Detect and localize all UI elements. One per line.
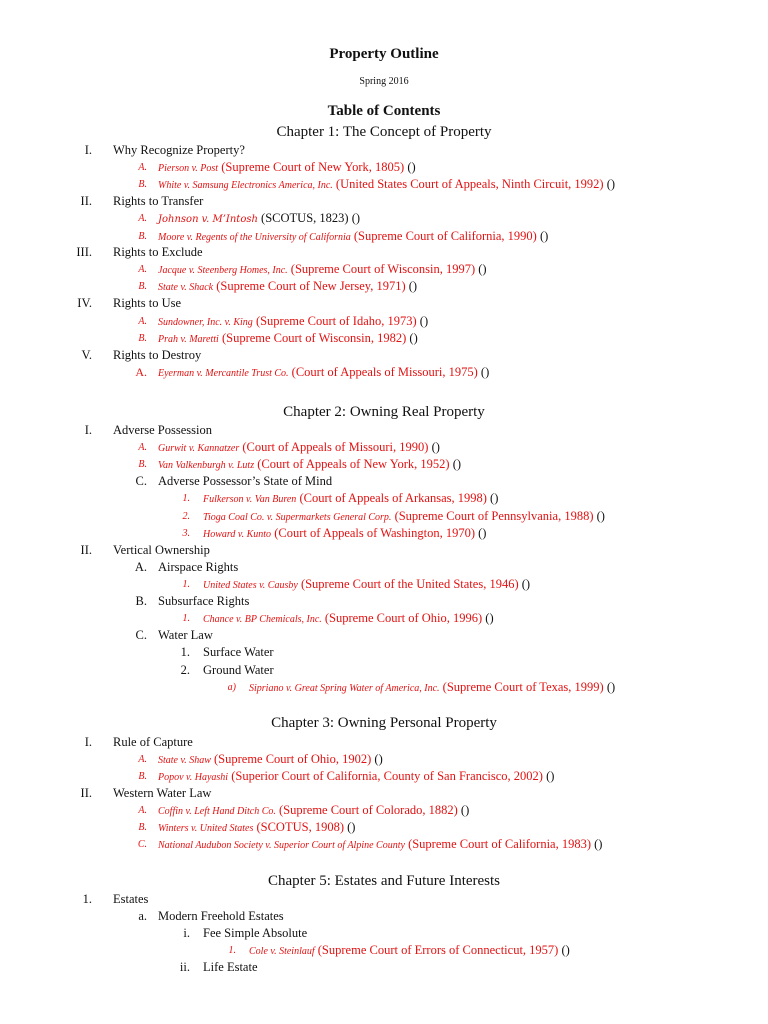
case-number: 3. [182, 528, 190, 539]
case-name: Winters v. United States [158, 823, 254, 834]
case-number: B. [138, 459, 147, 470]
case-court: (SCOTUS, 1908) [256, 820, 344, 834]
case-court: (Supreme Court of Colorado, 1882) [279, 803, 458, 817]
outline-number: V. [81, 348, 92, 362]
case-court: (Supreme Court of New Jersey, 1971) [216, 279, 406, 293]
case-name: Pierson v. Post [158, 163, 219, 174]
case-court: (Supreme Court of Errors of Connecticut, 1957) [317, 943, 559, 957]
outline-number: i. [183, 926, 190, 940]
document-date: Spring 2016 [359, 76, 409, 87]
case-number: 1. [228, 945, 236, 956]
case-notes: () [460, 803, 470, 817]
case-court: (Supreme Court of California, 1983) [408, 837, 592, 851]
outline-number: II. [80, 194, 92, 208]
case-name: Jacque v. Steenberg Homes, Inc. [158, 265, 288, 276]
case-court: (Supreme Court of Texas, 1999) [442, 680, 604, 694]
case-court: (United States Court of Appeals, Ninth Circuit, 1992) [335, 177, 604, 191]
case-number: B. [138, 333, 147, 344]
case-notes: () [409, 331, 418, 345]
case-number: A. [138, 162, 147, 173]
case-number: B. [138, 231, 147, 242]
case-name: Gurwit v. Kannatzer [158, 443, 240, 454]
document-title: Property Outline [329, 46, 439, 62]
chapter-heading: Chapter 2: Owning Real Property [283, 404, 485, 420]
chapter-heading: Chapter 3: Owning Personal Property [271, 715, 497, 731]
case-court: (Court of Appeals of Missouri, 1990) [242, 440, 429, 454]
case-notes: () [407, 160, 416, 174]
case-number: B. [138, 281, 147, 292]
case-notes: () [480, 365, 490, 379]
outline-number: 1. [82, 892, 92, 906]
case-number: A. [138, 264, 147, 275]
case-number: 1. [182, 613, 190, 624]
outline-text: Rights to Use [113, 296, 182, 310]
case-court: (Superior Court of California, County of San Francisco, 2002) [231, 769, 543, 783]
case-number: A. [135, 365, 147, 379]
outline-number: B. [135, 594, 147, 608]
case-notes: () [478, 526, 487, 540]
case-notes: () [374, 752, 383, 766]
outline-number: 2. [180, 663, 190, 677]
case-name: Tioga Coal Co. v. Supermarkets General Corp. [203, 512, 392, 523]
case-number: A. [138, 316, 147, 327]
case-notes: () [351, 211, 361, 225]
case-court: (Supreme Court of Pennsylvania, 1988) [394, 509, 594, 523]
case-number: A. [138, 442, 147, 453]
case-number: 2. [182, 511, 190, 522]
case-name: Howard v. Kunto [203, 529, 272, 540]
case-number: A. [138, 805, 147, 816]
case-notes: () [408, 279, 418, 293]
outline-text: Airspace Rights [158, 560, 239, 574]
case-name: Moore v. Regents of the University of California [158, 232, 351, 243]
case-notes: () [419, 314, 429, 328]
case-court: (Supreme Court of the United States, 1946) [300, 577, 519, 591]
case-name: White v. Samsung Electronics America, Inc. [158, 180, 333, 191]
case-court: (Supreme Court of California, 1990) [353, 229, 537, 243]
outline-number: II. [80, 543, 92, 557]
outline-text: Subsurface Rights [158, 594, 250, 608]
outline-number: 1. [180, 645, 190, 659]
case-name: Van Valkenburgh v. Lutz [158, 460, 255, 471]
outline-number: ii. [179, 960, 190, 974]
case-court: (Court of Appeals of Washington, 1970) [274, 526, 476, 540]
outline-text: Rule of Capture [113, 735, 193, 749]
case-court: (SCOTUS, 1823) [261, 211, 349, 225]
outline-number: a. [138, 909, 147, 923]
case-name: State v. Shaw [158, 755, 211, 766]
case-name: United States v. Causby [203, 580, 298, 591]
case-number: B. [138, 179, 147, 190]
case-court: (Supreme Court of Wisconsin, 1982) [221, 331, 407, 345]
case-notes: () [452, 457, 462, 471]
case-court: (Court of Appeals of Arkansas, 1998) [299, 491, 487, 505]
case-number: a) [227, 682, 236, 693]
case-notes: () [546, 769, 555, 783]
outline-text: Vertical Ownership [113, 543, 210, 557]
case-court: (Supreme Court of Ohio, 1902) [214, 752, 372, 766]
case-notes: () [485, 611, 494, 625]
outline-number: III. [76, 245, 92, 259]
case-name: Prah v. Maretti [158, 334, 219, 345]
outline-text: Adverse Possessor’s State of Mind [158, 474, 333, 488]
outline-text: Water Law [158, 628, 213, 642]
outline-text: Life Estate [203, 960, 258, 974]
case-notes: () [431, 440, 440, 454]
case-name: Chance v. BP Chemicals, Inc. [203, 614, 322, 625]
outline-text: Ground Water [203, 663, 274, 677]
case-number: 1. [182, 493, 190, 504]
outline-number: II. [80, 786, 92, 800]
outline-number: I. [84, 735, 92, 749]
chapter-heading: Chapter 1: The Concept of Property [276, 124, 492, 140]
case-name: Eyerman v. Mercantile Trust Co. [158, 368, 289, 379]
case-name: State v. Shack [158, 282, 214, 293]
outline-number: IV. [77, 296, 92, 310]
outline-number: I. [84, 423, 92, 437]
case-notes: () [539, 229, 549, 243]
outline-number: A. [134, 560, 147, 574]
case-notes: () [561, 943, 570, 957]
outline-number: I. [84, 143, 92, 157]
case-notes: () [606, 680, 616, 694]
case-number: 1. [182, 579, 190, 590]
case-name: Johnson v. M’Intosh [158, 214, 258, 225]
case-name: Coffin v. Left Hand Ditch Co. [158, 806, 276, 817]
outline-text: Rights to Exclude [113, 245, 203, 259]
case-court: (Supreme Court of Idaho, 1973) [255, 314, 417, 328]
case-name: Cole v. Steinlauf [249, 946, 315, 957]
toc-title: Table of Contents [327, 103, 441, 119]
case-notes: () [521, 577, 531, 591]
case-name: Sundowner, Inc. v. King [158, 317, 253, 328]
case-notes: () [347, 820, 356, 834]
outline-text: Estates [113, 892, 149, 906]
case-number: C. [137, 839, 147, 850]
case-number: B. [138, 822, 147, 833]
case-notes: () [596, 509, 605, 523]
case-court: (Supreme Court of Wisconsin, 1997) [290, 262, 476, 276]
case-name: Popov v. Hayashi [158, 772, 229, 783]
outline-text: Rights to Transfer [113, 194, 204, 208]
case-number: A. [138, 213, 147, 224]
case-court: (Court of Appeals of New York, 1952) [257, 457, 450, 471]
case-name: Sipriano v. Great Spring Water of America, Inc. [249, 683, 440, 694]
case-number: B. [138, 771, 147, 782]
case-name: Fulkerson v. Van Buren [203, 494, 297, 505]
case-notes: () [478, 262, 487, 276]
outline-text: Fee Simple Absolute [203, 926, 308, 940]
case-number: A. [138, 754, 147, 765]
outline-number: C. [135, 474, 147, 488]
outline-text: Surface Water [203, 645, 274, 659]
outline-text: Why Recognize Property? [113, 143, 245, 157]
case-court: (Supreme Court of Ohio, 1996) [324, 611, 483, 625]
case-name: National Audubon Society v. Superior Court of Alpine County [158, 840, 405, 851]
case-court: (Court of Appeals of Missouri, 1975) [291, 365, 478, 379]
outline-text: Western Water Law [113, 786, 212, 800]
outline-text: Modern Freehold Estates [158, 909, 284, 923]
outline-text: Rights to Destroy [113, 348, 202, 362]
outline-text: Adverse Possession [113, 423, 212, 437]
case-court: (Supreme Court of New York, 1805) [221, 160, 405, 174]
case-notes: () [490, 491, 499, 505]
case-notes: () [606, 177, 616, 191]
case-notes: () [594, 837, 603, 851]
chapter-heading: Chapter 5: Estates and Future Interests [267, 873, 501, 889]
outline-number: C. [135, 628, 147, 642]
